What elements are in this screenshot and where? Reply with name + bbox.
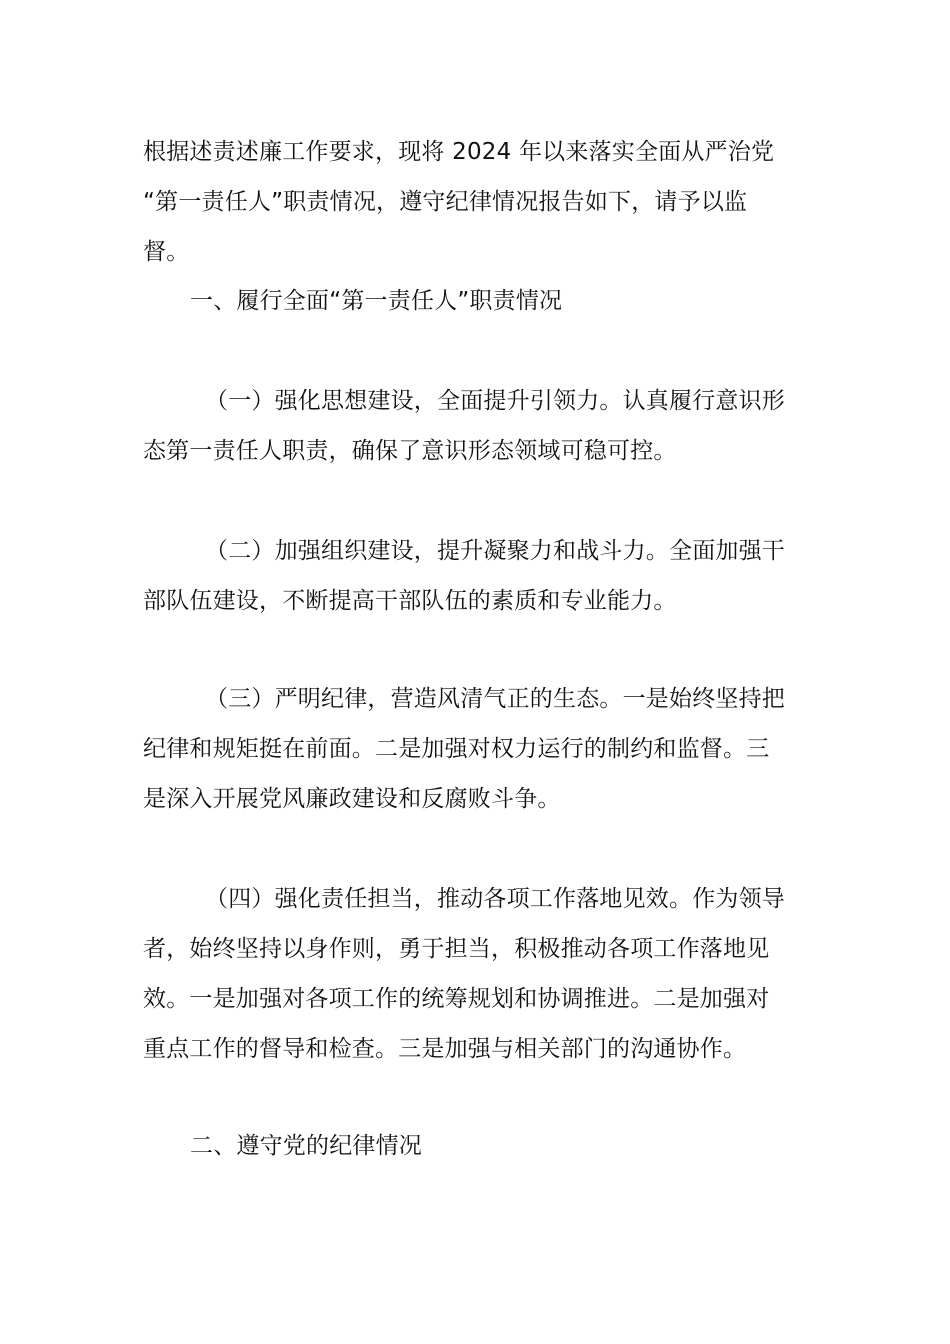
intro-line-3: 督。 bbox=[143, 239, 190, 265]
item-1-paragraph bbox=[143, 376, 808, 476]
item-4-line-3: 效。一是加强对各项工作的统筹规划和协调推进。二是加强对 bbox=[143, 986, 770, 1012]
item-4-paragraph bbox=[143, 874, 808, 1074]
item-1-line-1: （一）强化思想建设，全面提升引领力。认真履行意识形 bbox=[205, 388, 785, 414]
section-1-heading bbox=[143, 276, 808, 326]
intro-paragraph bbox=[143, 127, 808, 277]
item-2-line-2: 部队伍建设，不断提高干部队伍的素质和专业能力。 bbox=[143, 588, 677, 614]
item-3-line-3: 是深入开展党风廉政建设和反腐败斗争。 bbox=[143, 786, 561, 812]
item-2-line-1: （二）加强组织建设，提升凝聚力和战斗力。全面加强干 bbox=[205, 538, 785, 564]
intro-line-2: “第一责任人”职责情况，遵守纪律情况报告如下，请予以监 bbox=[143, 189, 748, 215]
item-1-line-2: 态第一责任人职责，确保了意识形态领域可稳可控。 bbox=[143, 438, 677, 464]
section-2-heading bbox=[143, 1121, 808, 1171]
item-4-line-2: 者，始终坚持以身作则，勇于担当，积极推动各项工作落地见 bbox=[143, 936, 770, 962]
intro-line-1: 根据述责述廉工作要求，现将 2024 年以来落实全面从严治党 bbox=[143, 139, 775, 165]
item-3-paragraph bbox=[143, 674, 808, 824]
item-4-line-4: 重点工作的督导和检查。三是加强与相关部门的沟通协作。 bbox=[143, 1036, 747, 1062]
item-2-paragraph bbox=[143, 526, 808, 626]
section-2-heading-text: 二、遵守党的纪律情况 bbox=[190, 1133, 422, 1159]
section-1-heading-text: 一、履行全面“第一责任人”职责情况 bbox=[190, 288, 563, 314]
item-3-line-1: （三）严明纪律，营造风清气正的生态。一是始终坚持把 bbox=[205, 686, 785, 712]
item-3-line-2: 纪律和规矩挺在前面。二是加强对权力运行的制约和监督。三 bbox=[143, 736, 770, 762]
item-4-line-1: （四）强化责任担当，推动各项工作落地见效。作为领导 bbox=[205, 886, 785, 912]
